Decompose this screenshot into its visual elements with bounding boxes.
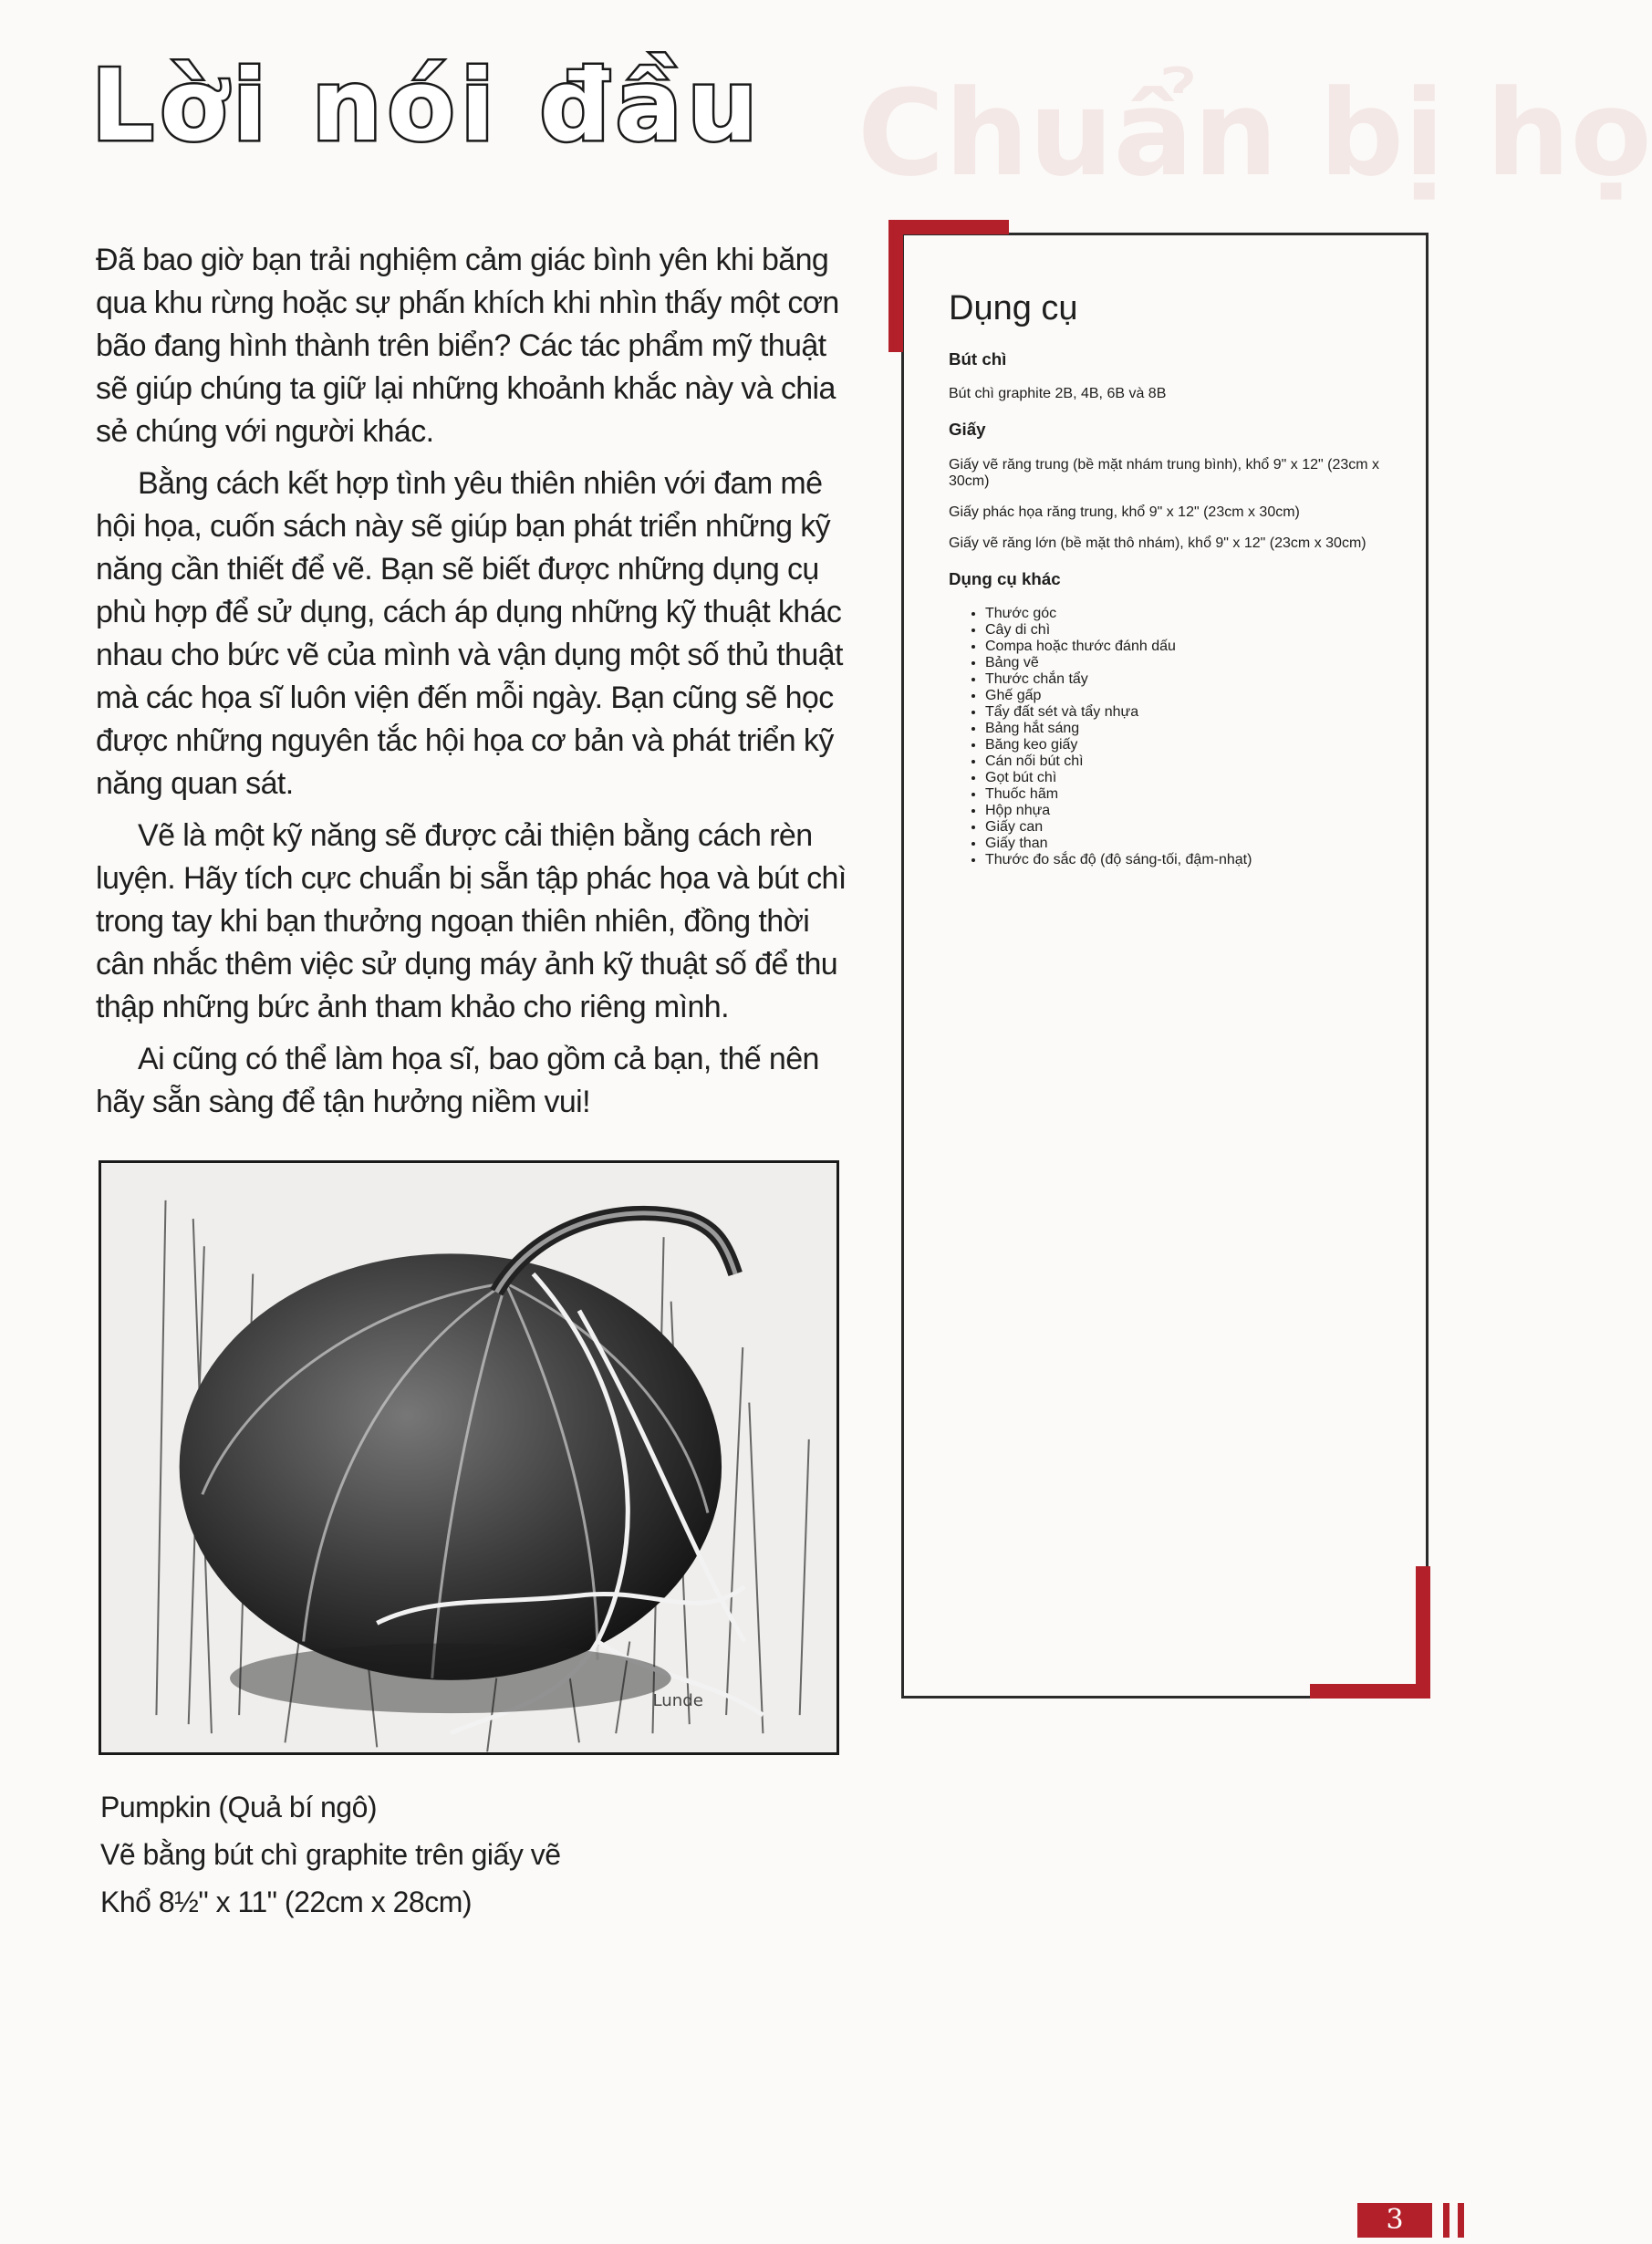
paper-heading: Giấy (949, 420, 986, 440)
list-item: • Thước đo sắc độ (độ sáng-tối, đậm-nhạt) (985, 852, 1423, 868)
list-item: • Compa hoặc thước đánh dấu (985, 639, 1423, 655)
intro-paragraph-3: Vẽ là một kỹ năng sẽ được cải thiện bằng cách rèn luyện. Hãy tích cực chuẩn bị sẵn tập phác họa và bút chì trong tay khi bạn thưởng ngoạn thiên nhiên, đồng thời cân nhắc thêm việc sử dụng máy ảnh kỹ thuật số để thu thập những bức ảnh tham khảo cho riêng mình. (96, 818, 847, 1024)
other-tools-heading: Dụng cụ khác (949, 568, 1061, 588)
page-number: 3 (1357, 2203, 1432, 2238)
page-tick-mark (1443, 2203, 1449, 2238)
pumpkin-illustration (101, 1163, 836, 1752)
intro-paragraph-4: Ai cũng có thể làm họa sĩ, bao gồm cả bạn, thế nên hãy sẵn sàng để tận hưởng niềm vui! (96, 1042, 819, 1119)
list-item: • Thước góc (985, 606, 1423, 622)
corner-bracket-top-horizontal (888, 220, 1009, 234)
tools-list (949, 285, 1423, 883)
list-item: • Giấy than (985, 836, 1423, 852)
intro-paragraph-2: Bằng cách kết hợp tình yêu thiên nhiên với đam mê hội họa, cuốn sách này sẽ giúp bạn phát triển những kỹ năng cần thiết để vẽ. Bạn sẽ biết được những dụng cụ phù hợp để sử dụng, cách áp dụng những kỹ thuật khác nhau cho bức vẽ của mình và vận dụng một số thủ thuật mà các họa sĩ luôn viện đến mỗi ngày. Bạn cũng sẽ học được những nguyên tắc hội họa cơ bản và phát triển kỹ năng quan sát. (96, 466, 843, 801)
list-item: • Thuốc hãm (985, 786, 1423, 803)
corner-bracket-bottom-vertical (1416, 1566, 1430, 1699)
intro-paragraph-1: Đã bao giờ bạn trải nghiệm cảm giác bình yên khi băng qua khu rừng hoặc sự phấn khích khi nhìn thấy một cơn bão đang hình thành trên biển? Các tác phẩm mỹ thuật sẽ giúp chúng ta giữ lại những khoảnh khắc này và chia sẻ chúng với người khác. (96, 243, 839, 449)
caption-title: Pumpkin (Quả bí ngô) (100, 1791, 378, 1823)
pencil-heading: Bút chì (949, 348, 1007, 369)
other-tools-list (949, 606, 1423, 868)
caption-size: Khổ 8½" x 11" (22cm x 28cm) (100, 1886, 473, 1918)
intro-text (96, 239, 853, 1133)
pumpkin-drawing (99, 1160, 839, 1755)
figure-caption (100, 1786, 848, 1928)
list-item: • Hộp nhựa (985, 803, 1423, 819)
paper-item: Giấy phác họa răng trung, khổ 9" x 12" (23cm x 30cm) (949, 504, 1300, 520)
list-item: • Bảng hắt sáng (985, 721, 1423, 737)
background-ghost-heading: Chuẩn bị họ (857, 64, 1652, 203)
list-item: • Giấy can (985, 819, 1423, 836)
list-item: • Bảng vẽ (985, 655, 1423, 671)
artist-signature: Lunde (652, 1691, 703, 1711)
pencil-item: Bút chì graphite 2B, 4B, 6B và 8B (949, 386, 1167, 402)
list-item: • Gọt bút chì (985, 770, 1423, 786)
list-item: • Cây di chì (985, 622, 1423, 639)
list-item: • Tẩy đất sét và tẩy nhựa (985, 704, 1423, 721)
list-item: • Băng keo giấy (985, 737, 1423, 753)
page-tick-mark (1458, 2203, 1464, 2238)
paper-item: Giấy vẽ răng trung (bề mặt nhám trung bình), khổ 9" x 12" (23cm x 30cm) (949, 456, 1380, 489)
list-item: • Thước chắn tẩy (985, 671, 1423, 688)
list-item: • Ghế gấp (985, 688, 1423, 704)
corner-bracket-bottom-horizontal (1310, 1684, 1430, 1699)
paper-item: Giấy vẽ răng lớn (bề mặt thô nhám), khổ 9" x 12" (23cm x 30cm) (949, 535, 1366, 551)
list-item: • Cán nối bút chì (985, 753, 1423, 770)
corner-bracket-top-vertical (888, 220, 903, 352)
tools-heading: Dụng cụ (949, 289, 1078, 327)
caption-medium: Vẽ bằng bút chì graphite trên giấy vẽ (100, 1838, 561, 1871)
page-title: Lời nói đầu (91, 49, 764, 163)
